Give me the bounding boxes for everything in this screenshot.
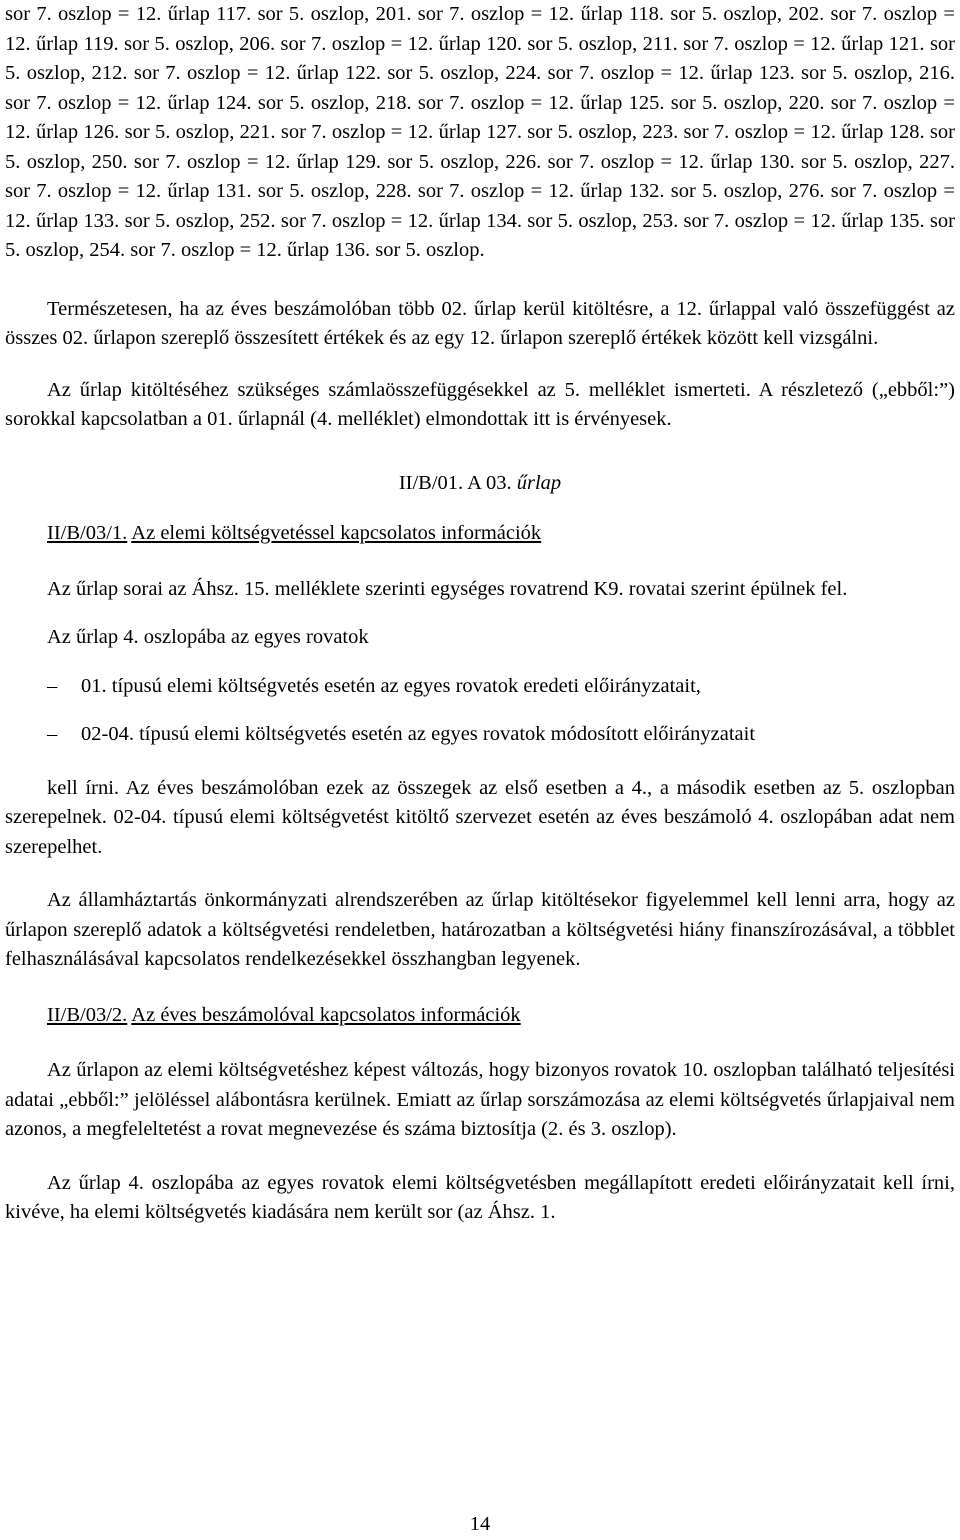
subsection-title-prefix: II/B/01. A 03. (398, 471, 517, 494)
section-1-number: II/B/03/1. (47, 522, 128, 544)
paragraph-sorai: Az űrlap sorai az Áhsz. 15. melléklete szerinti egységes rovatrend K9. rovatai szerint épülnek fel. (47, 577, 848, 600)
list-item (5, 720, 955, 750)
paragraph-kitoltes: Az űrlap kitöltéséhez szükséges számlaösszefüggésekkel az 5. melléklet ismerteti. A részletező („ebből:”) sorokkal kapcsolatban a 01. űrlapnál (4. melléklet) elmondottak itt is érvényesek. (5, 378, 955, 430)
intro-form-list: sor 7. oszlop = 12. űrlap 117. sor 5. oszlop, 201. sor 7. oszlop = 12. űrlap 118. sor 5. oszlop, 202. sor 7. oszlop = 12. űrlap 119. sor 5. oszlop, 206. sor 7. oszlop = 12. űrlap 120. sor 5. oszlop, 211. sor 7. oszlop = 12. űrlap 121. sor 5. oszlop, 212. sor 7. oszlop = 12. űrlap 122. sor 5. oszlop, 224. sor 7. oszlop = 12. űrlap 123. sor 5. oszlop, 216. sor 7. oszlop = 12. űrlap 124. sor 5. oszlop, 218. sor 7. oszlop = 12. űrlap 125. sor 5. oszlop, 220. sor 7. oszlop = 12. űrlap 126. sor 5. oszlop, 221. sor 7. oszlop = 12. űrlap 127. sor 5. oszlop, 223. sor 7. oszlop = 12. űrlap 128. sor 5. oszlop, 250. sor 7. oszlop = 12. űrlap 129. sor 5. oszlop, 226. sor 7. oszlop = 12. űrlap 130. sor 5. oszlop, 227. sor 7. oszlop = 12. űrlap 131. sor 5. oszlop, 228. sor 7. oszlop = 12. űrlap 132. sor 5. oszlop, 276. sor 7. oszlop = 12. űrlap 133. sor 5. oszlop, 252. sor 7. oszlop = 12. űrlap 134. sor 5. oszlop, 253. sor 7. oszlop = 12. űrlap 135. sor 5. oszlop, 254. sor 7. oszlop = 12. űrlap 136. sor 5. oszlop. (5, 3, 955, 261)
subsection-title (5, 469, 955, 499)
section-heading-1 (5, 519, 955, 549)
page-number: 14 (469, 1513, 491, 1535)
document-page (5, 0, 955, 1228)
subsection-title-italic: űrlap (516, 471, 562, 494)
section-2-number: II/B/03/2. (47, 1003, 128, 1026)
section-2-title: Az éves beszámolóval kapcsolatos információk (131, 1003, 521, 1026)
paragraph-oszlop4-eredeti: Az űrlap 4. oszlopába az egyes rovatok elemi költségvetésben megállapított eredeti előirányzatait kell írni, kivéve, ha elemi költségvetés kiadására nem került sor (az Áhsz. 1. (5, 1171, 955, 1223)
section-heading-2 (5, 1001, 955, 1031)
paragraph-kell-irni: kell írni. Az éves beszámolóban ezek az összegek az első esetben a 4., a második esetben az 5. oszlopban szerepelnek. 02-04. típusú elemi költségvetést kitöltő szervezet esetén az éves beszámoló 4. oszlopában adat nem szerepelhet. (5, 776, 955, 858)
list-item-text: 02-04. típusú elemi költségvetés esetén az egyes rovatok módosított előirányzatait (81, 723, 756, 745)
list-item (5, 672, 955, 702)
paragraph-oszlop4-intro: Az űrlap 4. oszlopába az egyes rovatok (47, 626, 369, 648)
paragraph-allamhaztartas: Az államháztartás önkormányzati alrendszerében az űrlap kitöltésekor figyelemmel kell lenni arra, hogy az űrlapon szereplő adatok a költségvetési rendeletben, határozatban a költségvetési hiány finanszírozásával, a többlet felhasználásával kapcsolatos rendelkezésekkel összhangban legyenek. (5, 889, 955, 970)
section-1-title: Az elemi költségvetéssel kapcsolatos információk (131, 522, 542, 544)
paragraph-termeszetesen: Természetesen, ha az éves beszámolóban több 02. űrlap kerül kitöltésre, a 12. űrlappal való összefüggést az összes 02. űrlapon szereplő összesített értékek és az egy 12. űrlapon szereplő értékek között kell vizsgálni. (5, 297, 955, 349)
list-item-text: 01. típusú elemi költségvetés esetén az egyes rovatok eredeti előirányzatait, (81, 674, 701, 697)
dash-marker: – (47, 674, 58, 697)
dash-marker: – (47, 723, 58, 745)
paragraph-urlapon: Az űrlapon az elemi költségvetéshez képest változás, hogy bizonyos rovatok 10. oszlopban található teljesítési adatai „ebből:” jelöléssel alábontásra kerülnek. Emiatt az űrlap sorszámozása az elemi költségvetés űrlapjaival nem azonos, a megfeleltetést a rovat megnevezése és száma biztosítja (2. és 3. oszlop). (5, 1059, 955, 1140)
